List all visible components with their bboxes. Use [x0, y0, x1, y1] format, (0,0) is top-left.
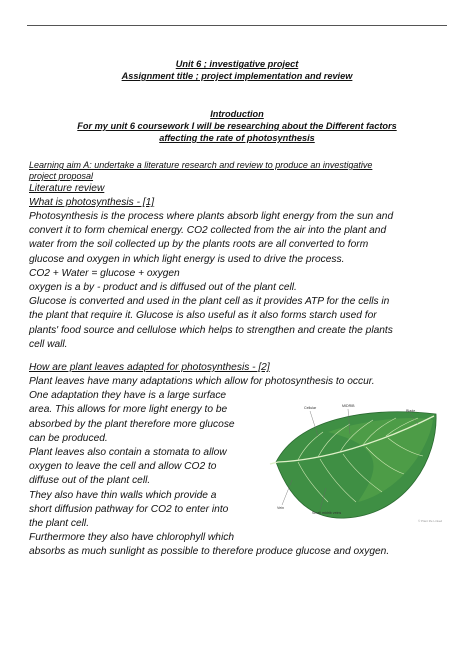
- learning-aim-line-1: Learning aim A: undertake a literature research and review to produce an investigative: [29, 160, 373, 170]
- body-line: absorbs as much sunlight as possible to therefore produce glucose and oxygen.: [29, 546, 390, 558]
- body-line: Plant leaves also contain a stomata to allow: [29, 447, 227, 459]
- body-line: the plant cell.: [29, 518, 90, 530]
- label-small-midrib-veins: Small midrib veins: [312, 511, 342, 515]
- label-blade: Blade: [406, 409, 416, 413]
- section-1-heading: What is photosynthesis - [1]: [29, 197, 155, 208]
- body-line: cell wall.: [29, 338, 68, 350]
- literature-review-label: Literature review: [29, 183, 105, 194]
- section-2-heading: How are plant leaves adapted for photosynthesis - [2]: [29, 362, 270, 373]
- diagram-credit: © Plant life Linked: [418, 519, 443, 523]
- body-line: can be produced.: [29, 432, 108, 444]
- intro-line-2: affecting the rate of photosynthesis: [159, 133, 315, 143]
- top-divider: [27, 25, 447, 26]
- unit-title: Unit 6 ; investigative project: [175, 59, 299, 69]
- leaf-diagram: [268, 402, 443, 524]
- body-line: Glucose is converted and used in the plant cell as it provides ATP for the cells in: [29, 296, 390, 308]
- body-line: plants' food source and cellulose which helps to strengthen and create the plants: [29, 324, 393, 336]
- body-line: water from the soil collected up by the plants roots are all converted to form: [29, 239, 369, 251]
- body-line: Photosynthesis is the process where plants absorb light energy from the sun and: [29, 211, 394, 222]
- learning-aim-line-2: project proposal: [29, 171, 94, 181]
- body-line: convert it to form chemical energy. CO2 collected from the air into the plant and: [29, 225, 387, 237]
- body-line: Plant leaves have many adaptations which allow for photosynthesis to occur.: [29, 376, 375, 387]
- body-line: One adaptation they have is a large surface: [29, 390, 227, 402]
- label-cellular: Cellular: [304, 406, 317, 410]
- body-line: glucose and oxygen in which light energy is used to drive the process.: [29, 253, 345, 265]
- body-line: area. This allows for more light energy to be: [29, 404, 228, 416]
- body-line: short diffusion pathway for CO2 to enter into: [29, 503, 229, 515]
- body-line: CO2 + Water = glucose + oxygen: [29, 267, 180, 279]
- label-vein: Vein: [277, 506, 284, 510]
- assignment-title: Assignment title ; project implementation and review: [121, 71, 353, 81]
- intro-heading: Introduction: [210, 109, 264, 119]
- label-midrib: MIDRIB: [342, 404, 355, 408]
- body-line: absorbed by the plant therefore more glucose: [29, 418, 235, 430]
- body-line: oxygen is a by - product and is diffused out of the plant cell.: [29, 282, 297, 294]
- body-line: diffuse out of the plant cell.: [29, 475, 151, 487]
- body-line: oxygen to leave the cell and allow CO2 to: [29, 461, 217, 473]
- body-line: They also have thin walls which provide a: [29, 489, 217, 501]
- body-line: the plant that require it. Glucose is also useful as it also forms starch used for: [29, 310, 377, 322]
- intro-line-1: For my unit 6 coursework I will be researching about the Different factors: [77, 121, 397, 131]
- section-1-body: [29, 210, 393, 352]
- body-line: Furthermore they also have chlorophyll which: [29, 532, 234, 544]
